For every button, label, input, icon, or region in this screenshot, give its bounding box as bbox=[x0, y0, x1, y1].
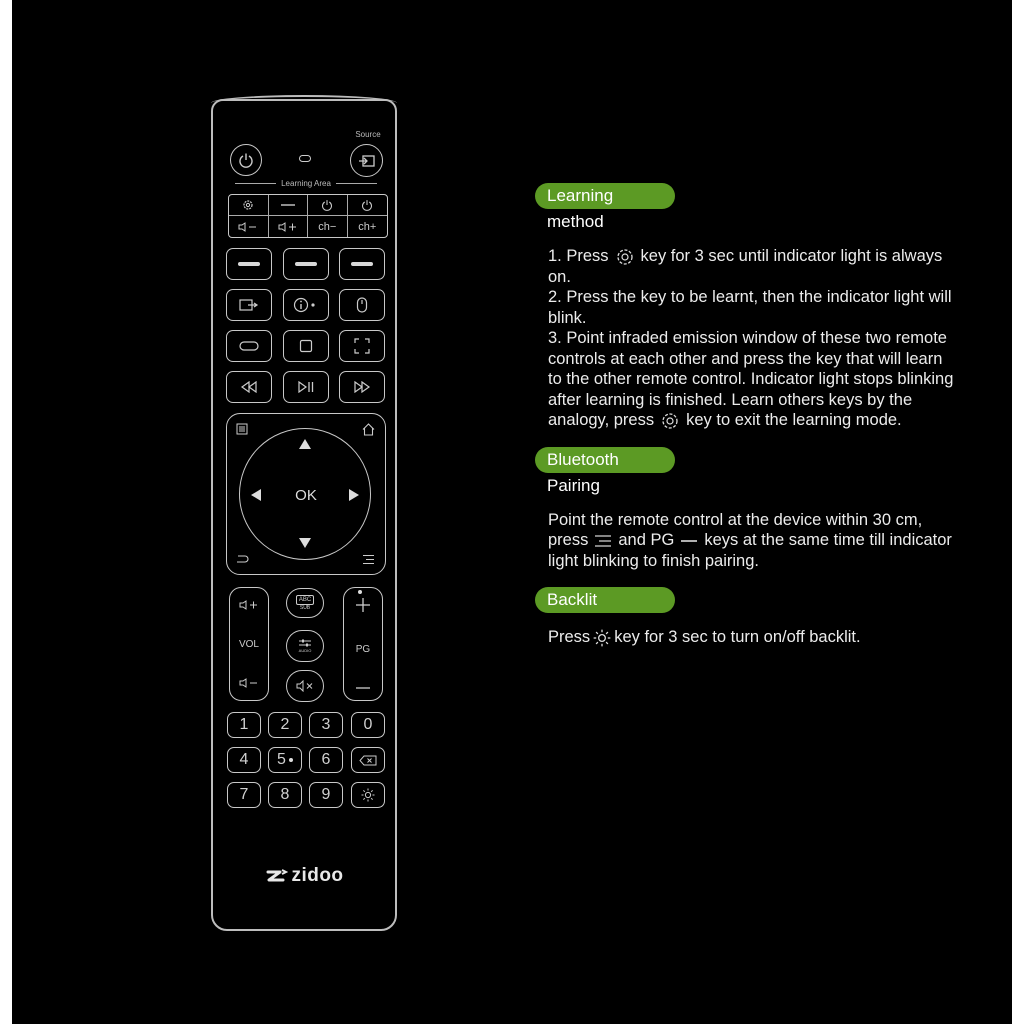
dpad-up-button[interactable] bbox=[296, 436, 314, 452]
backspace-key[interactable] bbox=[351, 747, 385, 773]
power-icon bbox=[238, 152, 254, 168]
bluetooth-pairing-text bbox=[548, 510, 955, 572]
volume-down-icon bbox=[239, 678, 259, 688]
fast-forward-icon bbox=[353, 381, 371, 393]
backlit-text-b: key for 3 sec to turn on/off backlit. bbox=[614, 628, 861, 647]
backlit-heading: Backlit bbox=[535, 587, 675, 613]
minus-icon bbox=[680, 539, 698, 543]
digit-1-key[interactable]: 1 bbox=[227, 712, 261, 738]
digit-5-dot bbox=[289, 758, 293, 762]
sub-label: SUB bbox=[299, 604, 311, 611]
list-button[interactable] bbox=[360, 551, 376, 567]
backlight-icon bbox=[361, 788, 375, 802]
bluetooth-pairing-heading: Bluetooth Pairing bbox=[535, 447, 675, 473]
digit-5-label: 5 bbox=[277, 751, 286, 768]
digit-6-key[interactable]: 6 bbox=[309, 747, 343, 773]
learning-area-label: Learning Area bbox=[235, 177, 377, 189]
step3-text-b: key to exit the learning mode. bbox=[686, 411, 902, 430]
volume-down-icon bbox=[238, 222, 258, 232]
plus-icon bbox=[356, 598, 370, 612]
dpad-right-button[interactable] bbox=[346, 486, 362, 504]
digit-2-key[interactable]: 2 bbox=[268, 712, 302, 738]
vol-label: VOL bbox=[238, 638, 259, 650]
learning-minus-key[interactable] bbox=[269, 195, 309, 216]
arrow-right-icon bbox=[349, 489, 359, 501]
learning-power-key-1[interactable] bbox=[308, 195, 348, 216]
abc-label: ABC bbox=[296, 595, 314, 605]
back-icon bbox=[235, 554, 249, 564]
bluetooth-text-a: Point the remote control at the device within 30 cm, press bbox=[548, 510, 923, 550]
play-pause-icon bbox=[297, 381, 315, 393]
volume-rocker[interactable] bbox=[229, 587, 269, 701]
input-icon bbox=[239, 298, 259, 312]
volume-up-icon bbox=[278, 222, 298, 232]
stop-button[interactable] bbox=[283, 330, 329, 362]
info-button[interactable] bbox=[283, 289, 329, 321]
learning-power-key-2[interactable] bbox=[348, 195, 388, 216]
zidoo-logo-icon bbox=[266, 868, 288, 884]
brand-name: zidoo bbox=[291, 865, 344, 886]
backlit-text-a: Press bbox=[548, 628, 591, 647]
dpad-left-button[interactable] bbox=[248, 486, 264, 504]
power-icon bbox=[361, 199, 373, 211]
step1-text-b: key for 3 sec until indicator light is always on. bbox=[548, 247, 943, 286]
minus-icon bbox=[280, 203, 296, 207]
digit-7-key[interactable]: 7 bbox=[227, 782, 261, 808]
gear-icon bbox=[615, 247, 635, 267]
learning-vol-up-key[interactable] bbox=[269, 216, 309, 237]
backlit-text bbox=[548, 627, 955, 648]
fast-forward-button[interactable] bbox=[339, 371, 385, 403]
backlight-icon bbox=[593, 629, 611, 647]
list-icon bbox=[362, 554, 375, 565]
rewind-icon bbox=[240, 381, 258, 393]
learning-area-grid bbox=[228, 194, 388, 238]
digit-3-key[interactable]: 3 bbox=[309, 712, 343, 738]
audio-label: AUDIO bbox=[298, 647, 312, 653]
source-label: Source bbox=[355, 129, 381, 139]
play-pause-button[interactable] bbox=[283, 371, 329, 403]
digit-0-key[interactable]: 0 bbox=[351, 712, 385, 738]
learning-ch-down-key[interactable]: ch− bbox=[308, 216, 348, 237]
subtitle-abc-button[interactable] bbox=[286, 588, 324, 618]
mute-icon bbox=[296, 680, 314, 692]
list-icon bbox=[594, 534, 612, 548]
learning-method-text bbox=[548, 246, 955, 431]
bar-button-right[interactable] bbox=[339, 248, 385, 280]
learning-method-heading: Learning method bbox=[535, 183, 675, 209]
learning-ch-up-key[interactable]: ch+ bbox=[358, 220, 377, 233]
page-background bbox=[12, 0, 1012, 1024]
digit-9-key[interactable]: 9 bbox=[309, 782, 343, 808]
audio-settings-icon bbox=[298, 639, 312, 648]
minus-icon bbox=[356, 686, 370, 690]
brand-logo bbox=[257, 864, 353, 888]
backspace-icon bbox=[359, 755, 377, 766]
arrow-left-icon bbox=[251, 489, 261, 501]
power-icon bbox=[321, 199, 333, 211]
menu-icon bbox=[236, 423, 248, 435]
step1-text-a: 1. Press bbox=[548, 247, 609, 265]
digit-8-key[interactable]: 8 bbox=[268, 782, 302, 808]
bar-button-left[interactable] bbox=[226, 248, 272, 280]
gear-icon bbox=[242, 199, 254, 211]
menu-button[interactable] bbox=[234, 421, 250, 437]
arrow-up-icon bbox=[299, 439, 311, 449]
bluetooth-text-b: and PG bbox=[618, 531, 675, 550]
learning-gear-key[interactable] bbox=[229, 195, 269, 216]
home-icon bbox=[362, 423, 375, 436]
volume-up-icon bbox=[239, 600, 259, 610]
home-button[interactable] bbox=[360, 421, 376, 437]
fullscreen-icon bbox=[354, 338, 370, 354]
fullscreen-button[interactable] bbox=[339, 330, 385, 362]
page-rocker[interactable] bbox=[343, 587, 383, 701]
remote-control bbox=[211, 99, 397, 931]
digit-4-key[interactable]: 4 bbox=[227, 747, 261, 773]
source-icon bbox=[358, 154, 376, 168]
digit-5-key[interactable] bbox=[268, 747, 302, 773]
audio-button[interactable] bbox=[286, 630, 324, 662]
bar-button-center[interactable] bbox=[283, 248, 329, 280]
back-button[interactable] bbox=[234, 551, 250, 567]
rewind-button[interactable] bbox=[226, 371, 272, 403]
arrow-down-icon bbox=[299, 538, 311, 548]
dpad-down-button[interactable] bbox=[296, 535, 314, 551]
step3-text-a: 3. Point infraded emission window of these two remote controls at each other and press the key that will learn to the other remote control. Indicator light stops blinking after learning is finished. Learn others keys by the analogy, press bbox=[548, 329, 954, 430]
source-button[interactable] bbox=[350, 144, 383, 177]
input-button[interactable] bbox=[226, 289, 272, 321]
mouse-button[interactable] bbox=[339, 289, 385, 321]
mouse-icon bbox=[356, 297, 368, 313]
backlight-key[interactable] bbox=[351, 782, 385, 808]
bluetooth-text-c: keys at the same time till indicator light blinking to finish pairing. bbox=[548, 531, 952, 570]
info-icon bbox=[293, 297, 319, 313]
ok-button[interactable]: OK bbox=[295, 486, 317, 504]
subtitle-icon bbox=[239, 340, 259, 352]
step2-text: 2. Press the key to be learnt, then the indicator light will blink. bbox=[548, 288, 952, 327]
pg-label: PG bbox=[355, 643, 371, 655]
mute-button[interactable] bbox=[286, 670, 324, 702]
gear-icon bbox=[660, 411, 680, 431]
learning-vol-down-key[interactable] bbox=[229, 216, 269, 237]
power-button[interactable] bbox=[230, 144, 262, 176]
subtitle-button[interactable] bbox=[226, 330, 272, 362]
indicator-light bbox=[299, 155, 311, 162]
instruction-panel bbox=[535, 183, 955, 648]
stop-icon bbox=[299, 339, 313, 353]
